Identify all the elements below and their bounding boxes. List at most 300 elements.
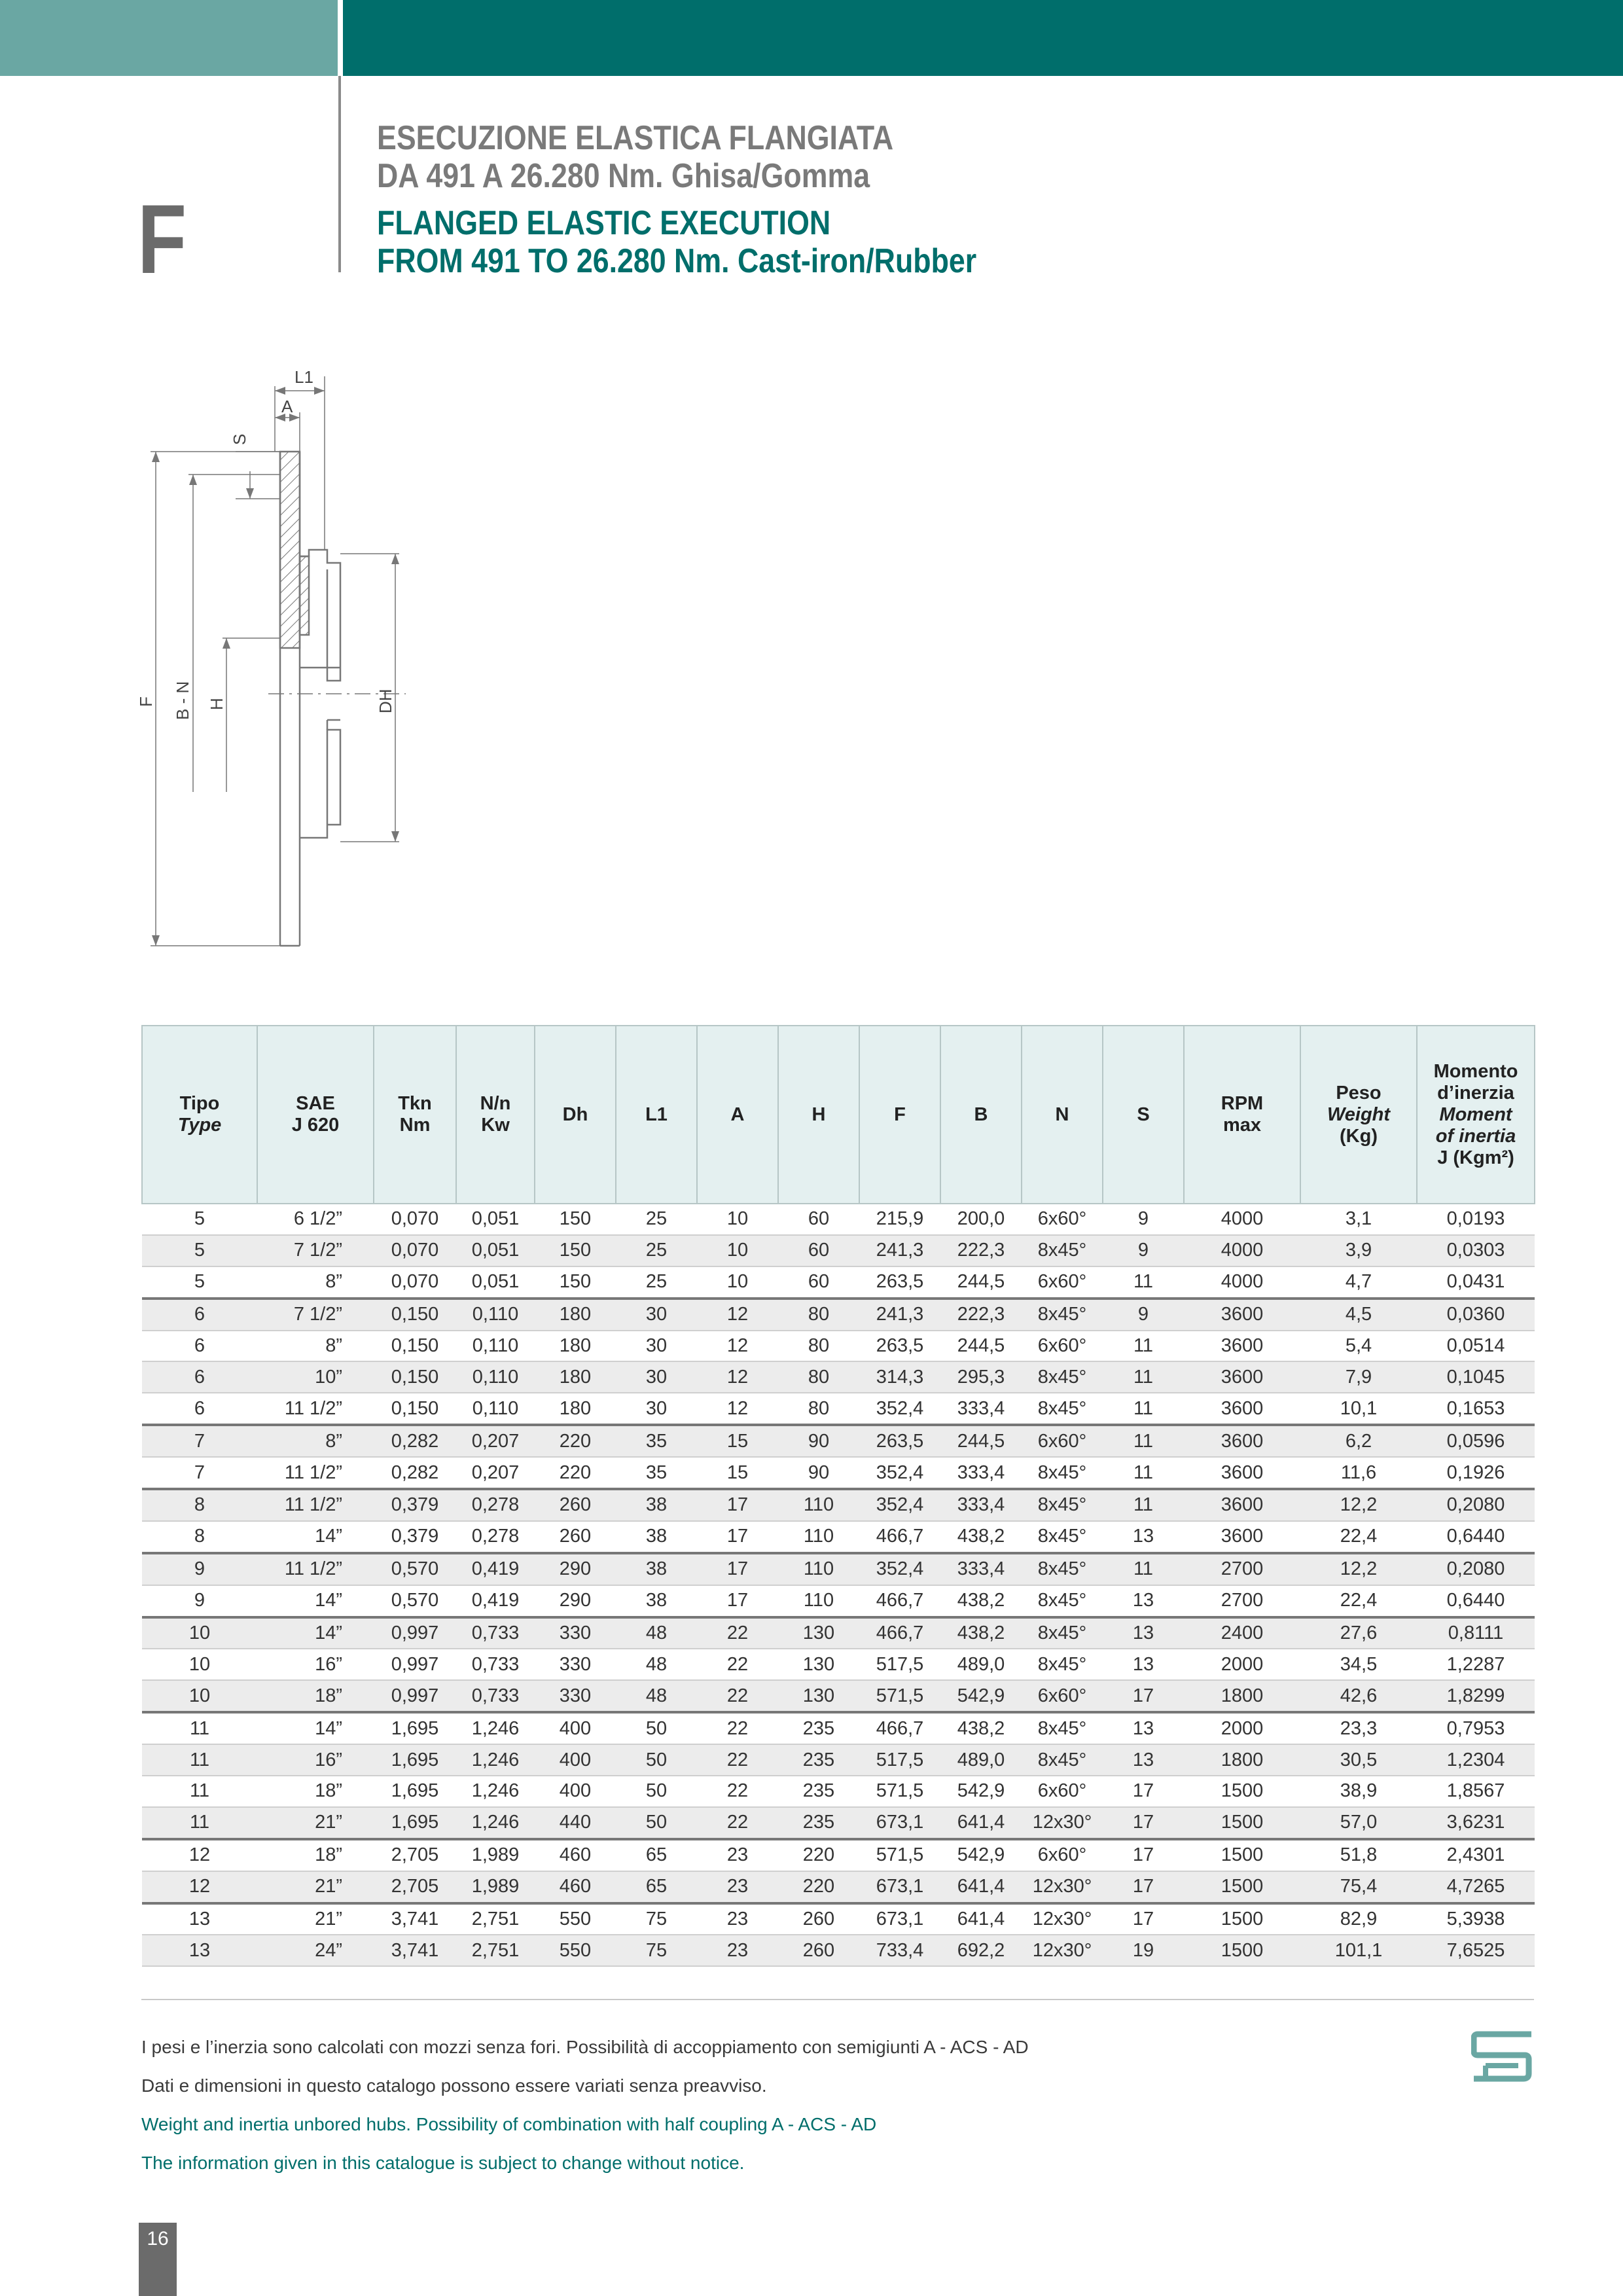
cell-l1: 75: [616, 1903, 697, 1935]
cell-sae: 8”: [257, 1266, 374, 1299]
cell-momento: 0,7953: [1417, 1712, 1535, 1744]
cell-momento: 0,6440: [1417, 1585, 1535, 1617]
cell-a: 10: [697, 1235, 778, 1266]
cell-rpm: 2400: [1184, 1617, 1300, 1649]
cell-f: 352,4: [859, 1393, 940, 1425]
cell-peso: 22,4: [1300, 1521, 1417, 1553]
table-row: [142, 1871, 1535, 1903]
cell-l1: 48: [616, 1680, 697, 1712]
table-row: [142, 1457, 1535, 1489]
cell-n: 8x45°: [1022, 1235, 1103, 1266]
cell-n: 6x60°: [1022, 1680, 1103, 1712]
cell-sae: 7 1/2”: [257, 1299, 374, 1331]
cell-a: 23: [697, 1839, 778, 1871]
cell-rpm: 4000: [1184, 1235, 1300, 1266]
header-band-right: [343, 0, 1623, 76]
cell-nn: 0,110: [456, 1299, 535, 1331]
cell-sae: 11 1/2”: [257, 1457, 374, 1489]
cell-n: 12x30°: [1022, 1871, 1103, 1903]
table-row: [142, 1489, 1535, 1521]
cell-rpm: 1500: [1184, 1807, 1300, 1839]
cell-n: 8x45°: [1022, 1553, 1103, 1585]
cell-b: 333,4: [940, 1457, 1022, 1489]
cell-n: 6x60°: [1022, 1331, 1103, 1362]
cell-f: 263,5: [859, 1266, 940, 1299]
cell-l1: 25: [616, 1235, 697, 1266]
cell-h: 110: [778, 1553, 859, 1585]
coupling-drawing: [131, 353, 432, 969]
cell-rpm: 1500: [1184, 1776, 1300, 1807]
cell-h: 235: [778, 1776, 859, 1807]
cell-nn: 1,246: [456, 1744, 535, 1776]
cell-h: 260: [778, 1903, 859, 1935]
cell-a: 22: [697, 1680, 778, 1712]
brand-logo-icon: [1471, 2029, 1534, 2084]
cell-l1: 35: [616, 1425, 697, 1457]
cell-sae: 8”: [257, 1331, 374, 1362]
cell-peso: 3,1: [1300, 1204, 1417, 1235]
note-it-2: Dati e dimensioni in questo catalogo possono essere variati senza preavviso.: [141, 2075, 767, 2096]
cell-h: 130: [778, 1617, 859, 1649]
cell-s: 13: [1103, 1521, 1184, 1553]
table-row: [142, 1204, 1535, 1235]
cell-dh: 460: [535, 1871, 616, 1903]
cell-sae: 21”: [257, 1807, 374, 1839]
notes: [141, 2028, 1029, 2182]
header-h: H: [778, 1026, 859, 1204]
cell-dh: 550: [535, 1935, 616, 1966]
cell-s: 11: [1103, 1361, 1184, 1393]
cell-s: 13: [1103, 1649, 1184, 1680]
label-h: H: [207, 698, 226, 710]
cell-dh: 150: [535, 1266, 616, 1299]
cell-n: 6x60°: [1022, 1204, 1103, 1235]
cell-tipo: 9: [142, 1585, 257, 1617]
table-row: [142, 1649, 1535, 1680]
cell-f: 263,5: [859, 1331, 940, 1362]
cell-tipo: 6: [142, 1299, 257, 1331]
table-row: [142, 1425, 1535, 1457]
table-row: [142, 1680, 1535, 1712]
cell-tipo: 9: [142, 1553, 257, 1585]
cell-momento: 0,8111: [1417, 1617, 1535, 1649]
cell-sae: 14”: [257, 1585, 374, 1617]
cell-momento: 0,1045: [1417, 1361, 1535, 1393]
cell-dh: 150: [535, 1235, 616, 1266]
cell-nn: 0,733: [456, 1649, 535, 1680]
table-row: [142, 1935, 1535, 1966]
cell-nn: 0,278: [456, 1489, 535, 1521]
cell-a: 22: [697, 1776, 778, 1807]
cell-sae: 11 1/2”: [257, 1489, 374, 1521]
cell-s: 11: [1103, 1425, 1184, 1457]
cell-l1: 25: [616, 1266, 697, 1299]
cell-s: 11: [1103, 1457, 1184, 1489]
cell-rpm: 3600: [1184, 1521, 1300, 1553]
cell-s: 13: [1103, 1712, 1184, 1744]
header-a: A: [697, 1026, 778, 1204]
cell-nn: 0,207: [456, 1457, 535, 1489]
cell-l1: 30: [616, 1331, 697, 1362]
header-band-left: [0, 0, 338, 76]
cell-tipo: 6: [142, 1393, 257, 1425]
cell-dh: 290: [535, 1585, 616, 1617]
table-body: [142, 1204, 1535, 1966]
cell-momento: 0,2080: [1417, 1553, 1535, 1585]
cell-tkn: 0,997: [374, 1649, 456, 1680]
cell-nn: 0,110: [456, 1393, 535, 1425]
cell-h: 235: [778, 1744, 859, 1776]
cell-peso: 5,4: [1300, 1331, 1417, 1362]
table-row: [142, 1585, 1535, 1617]
cell-l1: 25: [616, 1204, 697, 1235]
cell-rpm: 4000: [1184, 1266, 1300, 1299]
cell-peso: 101,1: [1300, 1935, 1417, 1966]
cell-rpm: 2700: [1184, 1553, 1300, 1585]
cell-h: 80: [778, 1331, 859, 1362]
cell-s: 13: [1103, 1744, 1184, 1776]
cell-momento: 0,1653: [1417, 1393, 1535, 1425]
table-row: [142, 1235, 1535, 1266]
cell-tkn: 0,379: [374, 1521, 456, 1553]
cell-nn: 0,733: [456, 1617, 535, 1649]
cell-nn: 0,207: [456, 1425, 535, 1457]
label-l1: L1: [294, 367, 313, 387]
cell-n: 12x30°: [1022, 1935, 1103, 1966]
cell-n: 6x60°: [1022, 1425, 1103, 1457]
cell-h: 110: [778, 1585, 859, 1617]
cell-h: 110: [778, 1521, 859, 1553]
cell-tipo: 10: [142, 1649, 257, 1680]
cell-dh: 220: [535, 1457, 616, 1489]
cell-tkn: 1,695: [374, 1712, 456, 1744]
cell-s: 17: [1103, 1776, 1184, 1807]
cell-s: 11: [1103, 1553, 1184, 1585]
section-letter: F: [137, 184, 187, 294]
cell-l1: 30: [616, 1393, 697, 1425]
cell-sae: 6 1/2”: [257, 1204, 374, 1235]
cell-tkn: 0,150: [374, 1331, 456, 1362]
cell-h: 220: [778, 1871, 859, 1903]
cell-l1: 75: [616, 1935, 697, 1966]
cell-h: 80: [778, 1361, 859, 1393]
cell-rpm: 3600: [1184, 1299, 1300, 1331]
cell-nn: 0,051: [456, 1266, 535, 1299]
cell-a: 22: [697, 1712, 778, 1744]
title-it-line-2: DA 491 A 26.280 Nm. Ghisa/Gomma: [377, 157, 870, 195]
header-s: S: [1103, 1026, 1184, 1204]
cell-h: 60: [778, 1235, 859, 1266]
cell-tkn: 0,070: [374, 1204, 456, 1235]
cell-f: 517,5: [859, 1649, 940, 1680]
cell-sae: 7 1/2”: [257, 1235, 374, 1266]
cell-momento: 0,1926: [1417, 1457, 1535, 1489]
cell-nn: 0,110: [456, 1331, 535, 1362]
cell-peso: 11,6: [1300, 1457, 1417, 1489]
cell-tkn: 3,741: [374, 1935, 456, 1966]
title-divider: [338, 76, 341, 272]
cell-f: 352,4: [859, 1457, 940, 1489]
cell-tipo: 6: [142, 1331, 257, 1362]
cell-l1: 50: [616, 1776, 697, 1807]
cell-b: 438,2: [940, 1521, 1022, 1553]
cell-rpm: 2000: [1184, 1712, 1300, 1744]
cell-dh: 260: [535, 1521, 616, 1553]
cell-nn: 2,751: [456, 1935, 535, 1966]
cell-nn: 1,246: [456, 1776, 535, 1807]
cell-sae: 16”: [257, 1744, 374, 1776]
cell-b: 641,4: [940, 1807, 1022, 1839]
cell-momento: 1,8567: [1417, 1776, 1535, 1807]
cell-tipo: 13: [142, 1935, 257, 1966]
cell-dh: 330: [535, 1649, 616, 1680]
cell-rpm: 2700: [1184, 1585, 1300, 1617]
cell-momento: 0,0596: [1417, 1425, 1535, 1457]
cell-tipo: 12: [142, 1871, 257, 1903]
cell-f: 466,7: [859, 1712, 940, 1744]
cell-peso: 4,7: [1300, 1266, 1417, 1299]
cell-s: 9: [1103, 1299, 1184, 1331]
coupling-table: [141, 1025, 1534, 1967]
cell-l1: 30: [616, 1299, 697, 1331]
cell-f: 352,4: [859, 1553, 940, 1585]
cell-n: 6x60°: [1022, 1776, 1103, 1807]
header-tipo: Tipo Type: [142, 1026, 257, 1204]
cell-momento: 0,0514: [1417, 1331, 1535, 1362]
cell-n: 12x30°: [1022, 1903, 1103, 1935]
cell-f: 263,5: [859, 1425, 940, 1457]
cell-nn: 0,419: [456, 1585, 535, 1617]
cell-nn: 1,989: [456, 1839, 535, 1871]
cell-dh: 550: [535, 1903, 616, 1935]
cell-tipo: 13: [142, 1903, 257, 1935]
footer-rule: [141, 1999, 1534, 2000]
cell-n: 12x30°: [1022, 1807, 1103, 1839]
cell-l1: 38: [616, 1585, 697, 1617]
cell-tkn: 2,705: [374, 1871, 456, 1903]
header-peso: Peso Weight (Kg): [1300, 1026, 1417, 1204]
cell-dh: 150: [535, 1204, 616, 1235]
cell-b: 222,3: [940, 1235, 1022, 1266]
table-row: [142, 1299, 1535, 1331]
cell-n: 6x60°: [1022, 1266, 1103, 1299]
cell-s: 11: [1103, 1331, 1184, 1362]
label-s: S: [230, 433, 249, 445]
cell-s: 17: [1103, 1903, 1184, 1935]
cell-sae: 24”: [257, 1935, 374, 1966]
cell-s: 19: [1103, 1935, 1184, 1966]
title-block: [377, 119, 1074, 280]
cell-b: 489,0: [940, 1744, 1022, 1776]
table-row: [142, 1839, 1535, 1871]
header-momento: Momento d’inerzia Moment of inertia J (Kgm²): [1417, 1026, 1535, 1204]
cell-l1: 38: [616, 1521, 697, 1553]
header-sae: SAE J 620: [257, 1026, 374, 1204]
cell-b: 641,4: [940, 1903, 1022, 1935]
cell-b: 295,3: [940, 1361, 1022, 1393]
cell-a: 23: [697, 1935, 778, 1966]
cell-rpm: 3600: [1184, 1331, 1300, 1362]
note-it-1: I pesi e l’inerzia sono calcolati con mozzi senza fori. Possibilità di accoppiamento con semigiunti A - ACS - AD: [141, 2037, 1029, 2057]
cell-sae: 10”: [257, 1361, 374, 1393]
cell-b: 333,4: [940, 1489, 1022, 1521]
cell-momento: 5,3938: [1417, 1903, 1535, 1935]
cell-tkn: 0,282: [374, 1425, 456, 1457]
cell-momento: 0,0431: [1417, 1266, 1535, 1299]
cell-rpm: 1500: [1184, 1871, 1300, 1903]
cell-b: 438,2: [940, 1712, 1022, 1744]
cell-b: 542,9: [940, 1839, 1022, 1871]
cell-b: 333,4: [940, 1393, 1022, 1425]
cell-n: 8x45°: [1022, 1585, 1103, 1617]
cell-tkn: 0,150: [374, 1361, 456, 1393]
cell-tipo: 12: [142, 1839, 257, 1871]
cell-dh: 220: [535, 1425, 616, 1457]
cell-a: 17: [697, 1521, 778, 1553]
cell-a: 23: [697, 1871, 778, 1903]
cell-rpm: 3600: [1184, 1393, 1300, 1425]
cell-a: 22: [697, 1744, 778, 1776]
cell-dh: 330: [535, 1680, 616, 1712]
cell-tkn: 0,070: [374, 1266, 456, 1299]
cell-momento: 1,2287: [1417, 1649, 1535, 1680]
note-en-1: Weight and inertia unbored hubs. Possibility of combination with half coupling A - ACS - AD: [141, 2114, 877, 2134]
title-it-line-1: ESECUZIONE ELASTICA FLANGIATA: [377, 119, 894, 157]
cell-a: 17: [697, 1489, 778, 1521]
cell-rpm: 2000: [1184, 1649, 1300, 1680]
cell-peso: 12,2: [1300, 1489, 1417, 1521]
cell-h: 130: [778, 1649, 859, 1680]
cell-rpm: 1800: [1184, 1744, 1300, 1776]
cell-peso: 3,9: [1300, 1235, 1417, 1266]
cell-dh: 180: [535, 1361, 616, 1393]
header-rpm: RPM max: [1184, 1026, 1300, 1204]
cell-a: 15: [697, 1457, 778, 1489]
cell-a: 22: [697, 1649, 778, 1680]
cell-dh: 440: [535, 1807, 616, 1839]
header-tkn: Tkn Nm: [374, 1026, 456, 1204]
cell-f: 466,7: [859, 1585, 940, 1617]
cell-tipo: 11: [142, 1712, 257, 1744]
cell-f: 571,5: [859, 1776, 940, 1807]
cell-rpm: 3600: [1184, 1457, 1300, 1489]
label-dh: DH: [376, 689, 395, 713]
header-b: B: [940, 1026, 1022, 1204]
cell-tipo: 7: [142, 1425, 257, 1457]
cell-dh: 260: [535, 1489, 616, 1521]
cell-rpm: 3600: [1184, 1489, 1300, 1521]
cell-b: 641,4: [940, 1871, 1022, 1903]
cell-momento: 2,4301: [1417, 1839, 1535, 1871]
cell-tkn: 0,150: [374, 1299, 456, 1331]
cell-n: 8x45°: [1022, 1393, 1103, 1425]
cell-nn: 1,246: [456, 1712, 535, 1744]
cell-dh: 290: [535, 1553, 616, 1585]
cell-tipo: 5: [142, 1266, 257, 1299]
label-a: A: [281, 397, 293, 416]
cell-peso: 10,1: [1300, 1393, 1417, 1425]
cell-momento: 0,2080: [1417, 1489, 1535, 1521]
cell-momento: 1,2304: [1417, 1744, 1535, 1776]
cell-l1: 65: [616, 1871, 697, 1903]
cell-peso: 22,4: [1300, 1585, 1417, 1617]
table-row: [142, 1393, 1535, 1425]
cell-s: 17: [1103, 1807, 1184, 1839]
cell-peso: 34,5: [1300, 1649, 1417, 1680]
cell-l1: 48: [616, 1617, 697, 1649]
cell-dh: 180: [535, 1393, 616, 1425]
cell-b: 489,0: [940, 1649, 1022, 1680]
cell-momento: 4,7265: [1417, 1871, 1535, 1903]
cell-a: 12: [697, 1361, 778, 1393]
cell-nn: 1,246: [456, 1807, 535, 1839]
cell-l1: 35: [616, 1457, 697, 1489]
cell-h: 260: [778, 1935, 859, 1966]
cell-sae: 11 1/2”: [257, 1393, 374, 1425]
cell-peso: 82,9: [1300, 1903, 1417, 1935]
cell-rpm: 1800: [1184, 1680, 1300, 1712]
table-row: [142, 1807, 1535, 1839]
cell-sae: 18”: [257, 1680, 374, 1712]
cell-h: 235: [778, 1807, 859, 1839]
cell-sae: 11 1/2”: [257, 1553, 374, 1585]
cell-tkn: 0,997: [374, 1617, 456, 1649]
cell-f: 314,3: [859, 1361, 940, 1393]
cell-tkn: 0,570: [374, 1553, 456, 1585]
cell-rpm: 3600: [1184, 1361, 1300, 1393]
cell-f: 352,4: [859, 1489, 940, 1521]
cell-nn: 0,733: [456, 1680, 535, 1712]
cell-l1: 30: [616, 1361, 697, 1393]
header-n: N: [1022, 1026, 1103, 1204]
cell-momento: 7,6525: [1417, 1935, 1535, 1966]
cell-tipo: 5: [142, 1235, 257, 1266]
cell-b: 542,9: [940, 1776, 1022, 1807]
cell-tipo: 7: [142, 1457, 257, 1489]
cell-tipo: 5: [142, 1204, 257, 1235]
cell-f: 241,3: [859, 1235, 940, 1266]
cell-rpm: 1500: [1184, 1903, 1300, 1935]
cell-s: 9: [1103, 1235, 1184, 1266]
cell-h: 80: [778, 1393, 859, 1425]
table-row: [142, 1553, 1535, 1585]
table-row: [142, 1903, 1535, 1935]
cell-s: 17: [1103, 1680, 1184, 1712]
cell-peso: 51,8: [1300, 1839, 1417, 1871]
cell-h: 60: [778, 1204, 859, 1235]
cell-tipo: 11: [142, 1807, 257, 1839]
cell-sae: 14”: [257, 1521, 374, 1553]
cell-h: 235: [778, 1712, 859, 1744]
cell-l1: 50: [616, 1744, 697, 1776]
cell-s: 17: [1103, 1871, 1184, 1903]
title-en-line-1: FLANGED ELASTIC EXECUTION: [377, 204, 831, 242]
cell-peso: 12,2: [1300, 1553, 1417, 1585]
cell-tipo: 8: [142, 1521, 257, 1553]
cell-f: 466,7: [859, 1521, 940, 1553]
cell-nn: 1,989: [456, 1871, 535, 1903]
header-dh: Dh: [535, 1026, 616, 1204]
cell-peso: 30,5: [1300, 1744, 1417, 1776]
cell-tipo: 10: [142, 1680, 257, 1712]
cell-tipo: 8: [142, 1489, 257, 1521]
table-row: [142, 1712, 1535, 1744]
cell-s: 11: [1103, 1393, 1184, 1425]
cell-n: 8x45°: [1022, 1299, 1103, 1331]
cell-rpm: 1500: [1184, 1935, 1300, 1966]
cell-f: 466,7: [859, 1617, 940, 1649]
cell-h: 90: [778, 1457, 859, 1489]
